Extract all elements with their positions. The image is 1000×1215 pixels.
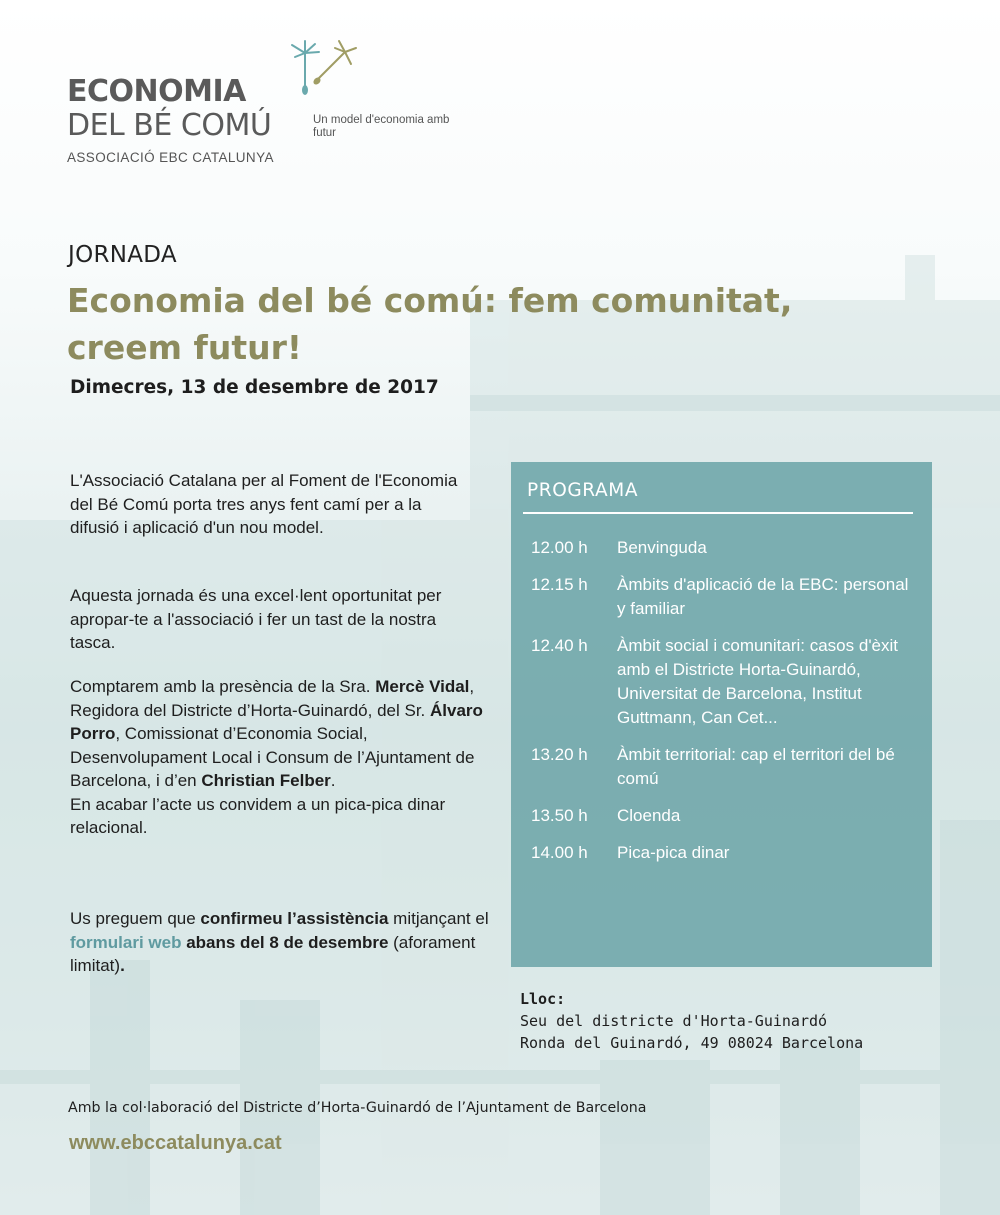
programme-time: 14.00 h	[531, 843, 588, 862]
programme-item	[511, 573, 932, 621]
programme-activity: Àmbit social i comunitari: casos d'èxit amb el Districte Horta-Guinardó, Universitat de Barcelona, Institut Guttmann, Can Cet...	[617, 636, 899, 727]
guest-name: Mercè Vidal	[375, 677, 470, 696]
collaboration-note: Amb la col·laboració del Districte d’Horta-Guinardó de l’Ajuntament de Barcelona	[68, 1100, 647, 1116]
programme-title: PROGRAMA	[527, 480, 639, 501]
venue-label: Lloc:	[520, 990, 566, 1008]
programme-activity: Àmbit territorial: cap el territori del bé comú	[617, 745, 895, 788]
lunch-invitation: En acabar l’acte us convidem a un pica-pica dinar relacional.	[70, 794, 446, 837]
opportunity-paragraph: Aquesta jornada és una excel·lent oportunitat per apropar-te a l'associació i fer un tast de la nostra tasca.	[70, 586, 442, 652]
venue-address: Ronda del Guinardó, 49 08024 Barcelona	[520, 1034, 864, 1052]
programme-time: 13.20 h	[531, 745, 588, 764]
rsvp-text: Us preguem que	[70, 909, 201, 928]
rsvp-period: .	[120, 956, 125, 975]
programme-time: 12.15 h	[531, 575, 588, 594]
logo-tagline: Un model d'economia amb futur	[313, 114, 450, 139]
programme-time: 12.40 h	[531, 636, 588, 655]
logo-wordmark-line2: DEL BÉ COMÚ	[67, 108, 272, 143]
ebc-logo	[67, 38, 450, 168]
rsvp-confirm: confirmeu l’assistència	[200, 909, 389, 928]
programme-item	[511, 804, 932, 828]
programme-item	[511, 634, 932, 730]
rsvp-paragraph	[70, 907, 510, 978]
programme-activity: Àmbits d'aplicació de la EBC: personal y familiar	[617, 575, 909, 618]
programme-item	[511, 743, 932, 791]
guest-name: Christian Felber	[201, 771, 331, 790]
event-kicker: JORNADA	[68, 242, 177, 268]
event-date: Dimecres, 13 de desembre de 2017	[70, 377, 439, 398]
guests-text: .	[330, 771, 336, 790]
programme-item	[511, 536, 932, 560]
programme-activity: Pica-pica dinar	[617, 843, 730, 862]
guests-text: Comptarem amb la presència de la Sra.	[70, 677, 376, 696]
programme-activity: Cloenda	[617, 806, 681, 825]
programme-activity: Benvinguda	[617, 538, 707, 557]
rsvp-text: (aforament limitat)	[70, 932, 476, 975]
rsvp-text: mitjançant el	[388, 909, 489, 928]
website-link[interactable]: www.ebccatalunya.cat	[69, 1132, 282, 1154]
venue-name: Seu del districte d'Horta-Guinardó	[520, 1012, 828, 1030]
guests-text: , Regidora del Districte d’Horta-Guinardó, del Sr.	[70, 677, 475, 720]
guest-name: Álvaro Porro	[70, 700, 483, 743]
web-form-link[interactable]: formulari web	[70, 932, 182, 952]
event-title: Economia del bé comú: fem comunitat, creem futur!	[67, 281, 793, 367]
venue-info	[520, 988, 960, 1054]
programme-time: 13.50 h	[531, 806, 588, 825]
guests-text: , Comissionat d’Economia Social, Desenvolupament Local i Consum de l’Ajuntament de Barcelona, i d’en	[70, 724, 475, 790]
programme-item	[511, 841, 932, 865]
programme-panel	[511, 462, 932, 967]
logo-wordmark-line1: ECONOMIA	[67, 74, 246, 109]
programme-list	[511, 536, 932, 878]
programme-time: 12.00 h	[531, 538, 588, 557]
programme-divider	[523, 512, 913, 514]
rsvp-deadline: abans del 8 de desembre	[186, 932, 389, 952]
intro-paragraph: L'Associació Catalana per al Foment de l'Economia del Bé Comú porta tres anys fent camí per a la difusió i aplicació d'un nou model.	[70, 471, 458, 537]
dandelion-seed-icon	[289, 38, 361, 108]
guests-paragraph	[70, 675, 500, 840]
logo-association-name: ASSOCIACIÓ EBC CATALUNYA	[67, 150, 274, 165]
